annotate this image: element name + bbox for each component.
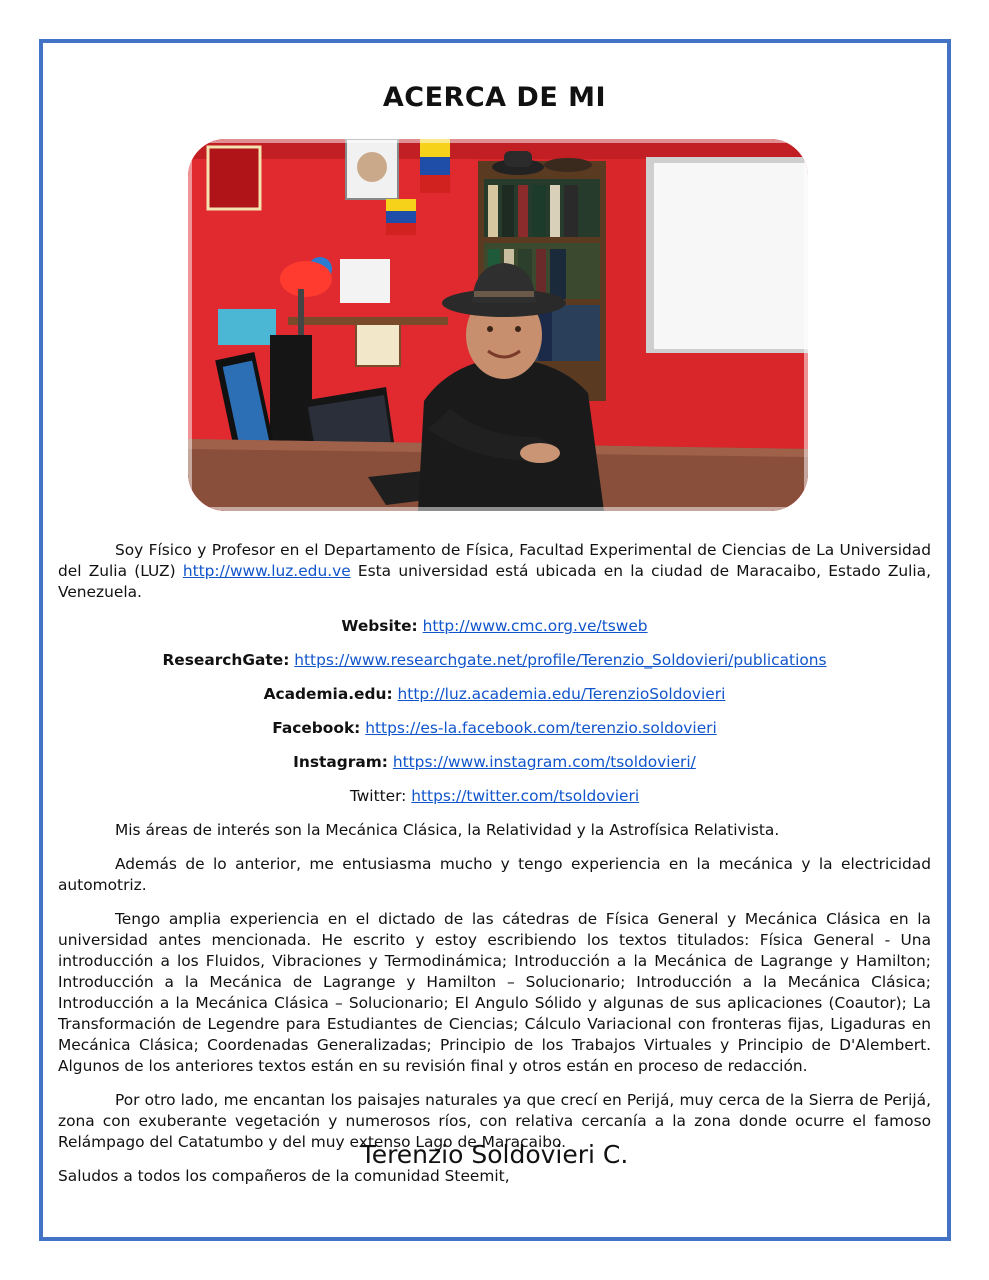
facebook-link[interactable]: https://es-la.facebook.com/terenzio.soldovieri <box>365 719 717 737</box>
twitter-label: Twitter: <box>349 787 407 805</box>
academia-label: Academia.edu: <box>263 685 393 703</box>
landscapes-paragraph: Por otro lado, me encantan los paisajes naturales ya que crecí en Perijá, muy cerca de la Sierra de Perijá, zona con exuberante vegetación y numerosos ríos, con relativa cercanía a la zona donde ocurre el famoso Relámpago del Catatumbo y del muy extenso Lago de Maracaibo. <box>58 1091 931 1151</box>
instagram-link[interactable]: https://www.instagram.com/tsoldovieri/ <box>392 753 696 771</box>
website-link[interactable]: http://www.cmc.org.ve/tsweb <box>422 617 648 635</box>
experience-paragraph: Tengo amplia experiencia en el dictado de las cátedras de Física General y Mecánica Clásica en la universidad antes mencionada. He escrito y estoy escribiendo los textos titulados: Física General - Una introducción a los Fluidos, Vibraciones y Termodinámica; Introducción a la Mecánica de Lagrange y Hamilton; Introducción a la Mecánica de Lagrange y Hamilton – Solucionario; Introducción a la Mecánica Clásica; Introducción a la Mecánica Clásica – Solucionario; El Angulo Sólido y algunas de sus aplicaciones (Coautor); La Transformación de Legendre para Estudiantes de Ciencias; Cálculo Variacional con fronteras fijas, Ligaduras en Mecánica Clásica; Coordenadas Generalizadas; Principio de los Trabajos Virtuales y Principio de D'Alembert. Algunos de los anteriores textos están en su revisión final y otros están en proceso de redacción. <box>58 910 931 1075</box>
website-label: Website: <box>341 617 418 635</box>
researchgate-label: ResearchGate: <box>162 651 290 669</box>
greeting-paragraph: Saludos a todos los compañeros de la comunidad Steemit, <box>58 1167 510 1185</box>
intro-text-after: Esta universidad está ubicada en la ciudad de Maracaibo, Estado Zulia, Venezuela. <box>58 562 931 601</box>
intro-text-before: Soy Físico y Profesor en el Departamento de Física, Facultad Experimental de Ciencias de La Universidad del Zulia (LUZ) <box>58 541 931 580</box>
bio-content <box>58 540 931 1200</box>
academia-link[interactable]: http://luz.academia.edu/TerenzioSoldovieri <box>397 685 726 703</box>
page-title: ACERCA DE MI <box>382 82 607 113</box>
twitter-line <box>58 786 931 807</box>
profile-photo <box>188 139 808 511</box>
facebook-line <box>58 718 931 739</box>
instagram-label: Instagram: <box>293 753 388 771</box>
researchgate-line <box>58 650 931 671</box>
signature: Terenzio Soldovieri C. <box>360 1140 629 1169</box>
intro-paragraph <box>58 540 931 603</box>
academia-line <box>58 684 931 705</box>
website-line <box>58 616 931 637</box>
twitter-link[interactable]: https://twitter.com/tsoldovieri <box>411 787 640 805</box>
mechanics-paragraph: Además de lo anterior, me entusiasma mucho y tengo experiencia en la mecánica y la electricidad automotriz. <box>58 855 931 894</box>
interests-paragraph: Mis áreas de interés son la Mecánica Clásica, la Relatividad y la Astrofísica Relativista. <box>115 821 780 839</box>
instagram-line <box>58 752 931 773</box>
researchgate-link[interactable]: https://www.researchgate.net/profile/Terenzio_Soldovieri/publications <box>294 651 827 669</box>
luz-link[interactable]: http://www.luz.edu.ve <box>182 562 351 580</box>
facebook-label: Facebook: <box>272 719 361 737</box>
